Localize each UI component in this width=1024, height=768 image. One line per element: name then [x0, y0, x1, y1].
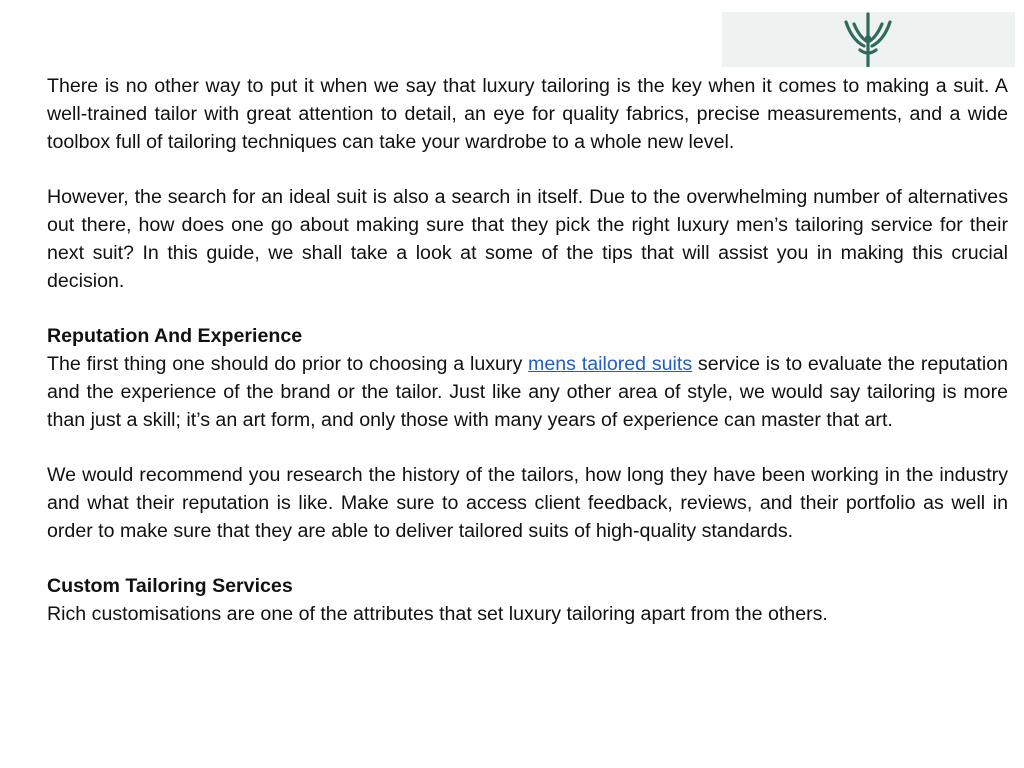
paragraph-reputation-text-end: service is to evaluate the reputation and the experience of the brand or the tailor. Just like any other area of style, we would say tailoring is more than just a skill; it’s an art form, and only those with many years of experience can master that art.	[47, 352, 1008, 431]
paragraph-reputation	[47, 351, 1008, 434]
brand-logo	[722, 12, 1015, 67]
mens-tailored-suits-link[interactable]: mens tailored suits	[528, 352, 693, 375]
monogram-trident-logo-icon	[838, 12, 898, 67]
article-body	[47, 73, 1008, 629]
heading-reputation-experience: Reputation And Experience	[47, 325, 303, 348]
paragraph-research: We would recommend you research the history of the tailors, how long they have been working in the industry and what their reputation is like. Make sure to access client feedback, reviews, and their portfolio as well in order to make sure that they are able to deliver tailored suits of high-quality standards.	[47, 464, 1008, 542]
paragraph-intro: There is no other way to put it when we say that luxury tailoring is the key when it comes to making a suit. A well-trained tailor with great attention to detail, an eye for quality fabrics, precise measurements, and a wide toolbox full of tailoring techniques can take your wardrobe to a whole new level.	[47, 75, 1008, 153]
paragraph-reputation-text-start: The first thing one should do prior to choosing a luxury	[47, 352, 529, 375]
heading-custom-tailoring: Custom Tailoring Services	[47, 575, 293, 598]
paragraph-search: However, the search for an ideal suit is also a search in itself. Due to the overwhelming number of alternatives out there, how does one go about making sure that they pick the right luxury men’s tailoring service for their next suit? In this guide, we shall take a look at some of the tips that will assist you in making this crucial decision.	[47, 186, 1008, 292]
paragraph-customisations: Rich customisations are one of the attributes that set luxury tailoring apart from the others.	[47, 603, 828, 626]
